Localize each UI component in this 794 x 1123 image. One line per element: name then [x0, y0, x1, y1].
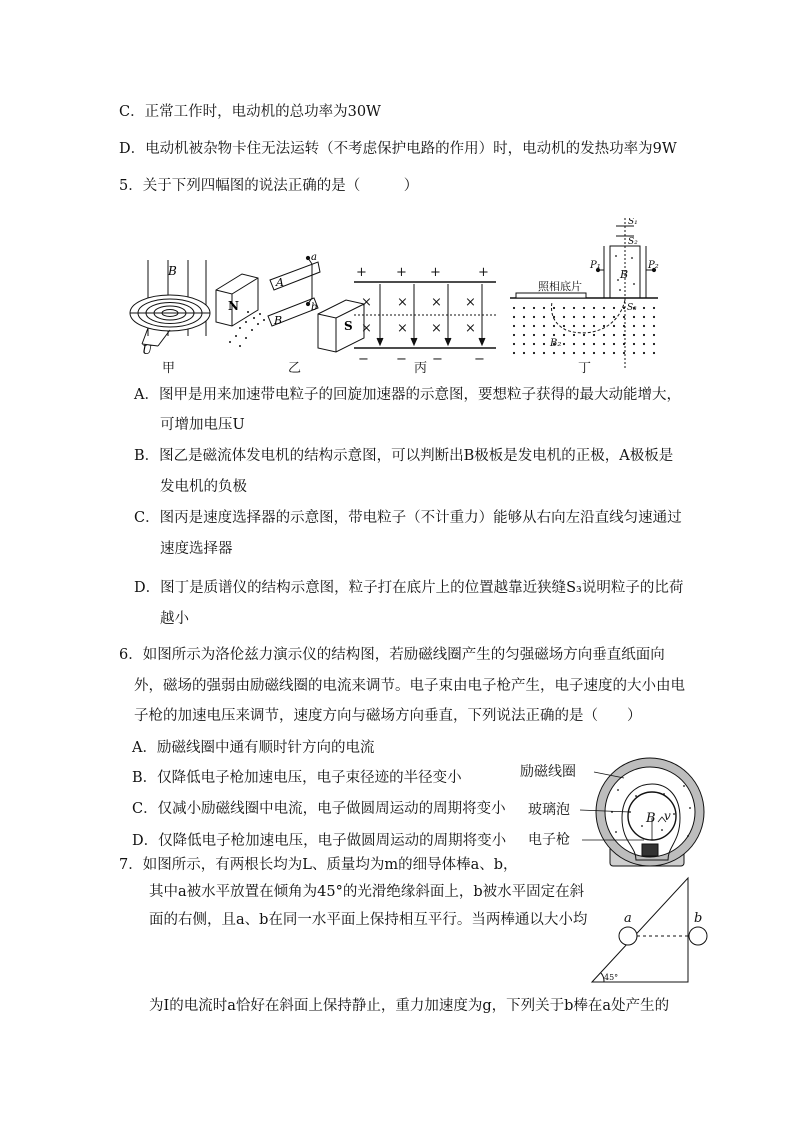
field-dot: [603, 316, 605, 318]
field-dot: [643, 343, 645, 345]
q5-option-a-line1: A．图甲是用来加速带电粒子的回旋加速器的示意图，要想粒子获得的最大动能增大，: [134, 387, 681, 403]
field-dot: [653, 307, 655, 309]
field-dot: [623, 325, 625, 327]
field-dot: [623, 352, 625, 354]
svg-text:×: ×: [397, 295, 408, 310]
field-dot: [563, 316, 565, 318]
svg-text:+: +: [356, 265, 367, 280]
field-dot: [593, 334, 595, 336]
q6-option-c: C．仅减小励磁线圈中电流，电子做圆周运动的周期将变小: [132, 801, 506, 817]
field-dot: [573, 325, 575, 327]
field-dot: [583, 334, 585, 336]
svg-text:−: −: [432, 352, 443, 367]
caption-yi: 乙: [288, 361, 302, 376]
yi-n-label: N: [228, 299, 239, 313]
field-dot: [533, 325, 535, 327]
field-dot: [513, 325, 515, 327]
ding-p2-label: P₂: [648, 260, 659, 271]
field-dot: [593, 325, 595, 327]
gun-label: 电子枪: [528, 832, 570, 848]
field-dot: [563, 325, 565, 327]
field-dot: [633, 343, 635, 345]
svg-text:+: +: [478, 265, 489, 280]
question-7-line1: 7．如图所示，有两根长均为L、质量均为m的细导体棒a、b，: [119, 857, 518, 873]
ding-b-label: B: [620, 268, 629, 281]
velocity-selector-symbols: [356, 265, 489, 367]
jia-b-label: B: [168, 264, 177, 278]
svg-text:−: −: [474, 352, 485, 367]
option-d-q4: D．电动机被杂物卡住无法运转（不考虑保护电路的作用）时，电动机的发热功率为9W: [119, 141, 677, 157]
ding-p1-label: P₁: [590, 260, 601, 271]
svg-text:×: ×: [397, 321, 408, 336]
ding-film-label: 照相底片: [538, 280, 582, 293]
q6-option-d: D．仅降低电子枪加速电压，电子做圆周运动的周期将变小: [132, 833, 507, 849]
field-dot: [633, 334, 635, 336]
field-dot: [583, 352, 585, 354]
field-dot: [623, 307, 625, 309]
svg-text:×: ×: [431, 295, 442, 310]
field-dot: [623, 334, 625, 336]
q5-option-a-line2: 可增加电压U: [160, 417, 245, 433]
q5-option-d-line2: 越小: [160, 611, 189, 627]
field-dot: [603, 343, 605, 345]
field-dot: [613, 352, 615, 354]
field-dot: [513, 352, 515, 354]
svg-text:−: −: [358, 352, 369, 367]
field-dot: [633, 352, 635, 354]
field-dot: [633, 316, 635, 318]
q5-option-c-line1: C．图丙是速度选择器的示意图，带电粒子（不计重力）能够从右向左沿直线匀速通过: [134, 510, 682, 526]
coil-label: 励磁线圈: [520, 764, 576, 780]
field-dot: [523, 316, 525, 318]
svg-text:−: −: [396, 352, 407, 367]
field-dot: [523, 352, 525, 354]
field-dot: [623, 316, 625, 318]
field-dot: [523, 307, 525, 309]
field-dot: [603, 352, 605, 354]
field-dot: [613, 316, 615, 318]
field-dot: [643, 325, 645, 327]
field-dot: [653, 325, 655, 327]
field-dot: [583, 316, 585, 318]
field-dot: [563, 307, 565, 309]
field-dot: [653, 352, 655, 354]
field-dot: [543, 316, 545, 318]
field-dot: [533, 307, 535, 309]
question-7-line3: 面的右侧，且a、b在同一水平面上保持相互平行。当两棒通以大小均: [149, 912, 588, 928]
question-7-line2: 其中a被水平放置在倾角为45°的光滑绝缘斜面上，b被水平固定在斜: [149, 884, 585, 900]
field-dot: [593, 307, 595, 309]
field-dot: [533, 352, 535, 354]
q5-option-d-line1: D．图丁是质谱仪的结构示意图，粒子打在底片上的位置越靠近狭缝S₃说明粒子的比荷: [134, 580, 684, 596]
rod-b-label: b: [694, 911, 703, 926]
q6-option-b: B．仅降低电子枪加速电压，电子束径迹的半径变小: [132, 770, 462, 786]
question-6-figure: [512, 756, 724, 868]
svg-text:×: ×: [361, 321, 372, 336]
svg-text:×: ×: [361, 295, 372, 310]
q5-option-b-line2: 发电机的负极: [160, 479, 247, 495]
field-dot: [513, 316, 515, 318]
field-dot: [523, 334, 525, 336]
field-dot: [593, 316, 595, 318]
question-6-line2: 外，磁场的强弱由励磁线圈的电流来调节。电子束由电子枪产生，电子速度的大小由电: [134, 678, 685, 694]
field-dot: [643, 334, 645, 336]
field-dot: [553, 325, 555, 327]
field-dot: [543, 334, 545, 336]
ding-b2-label: B₂: [550, 338, 562, 349]
question-7-line4: 为I的电流时a恰好在斜面上保持静止，重力加速度为g，下列关于b棒在a处产生的: [149, 998, 670, 1014]
field-dot: [553, 316, 555, 318]
jia-u-label: U: [142, 343, 153, 357]
field-dot: [653, 343, 655, 345]
ding-s2-label: S₂: [628, 237, 638, 247]
yi-terminal-a: a: [311, 252, 317, 263]
field-dot: [633, 325, 635, 327]
field-dot: [523, 325, 525, 327]
field-dot: [543, 325, 545, 327]
field-dot: [603, 307, 605, 309]
svg-text:×: ×: [431, 321, 442, 336]
question-6-line1: 6．如图所示为洛伦兹力演示仪的结构图，若励磁线圈产生的匀强磁场方向垂直纸面向: [119, 647, 665, 663]
field-dot: [643, 352, 645, 354]
field-dot: [573, 316, 575, 318]
ding-s3-label: S₃: [627, 303, 637, 313]
ding-field-grid: [513, 307, 655, 354]
field-dot: [603, 334, 605, 336]
svg-text:+: +: [396, 265, 407, 280]
field-dot: [613, 307, 615, 309]
field-dot: [563, 352, 565, 354]
field-dot: [513, 307, 515, 309]
field-dot: [623, 343, 625, 345]
q5-option-b-line1: B．图乙是磁流体发电机的结构示意图，可以判断出B极板是发电机的正极，A极板是: [134, 448, 674, 464]
field-dot: [553, 352, 555, 354]
demonstrator-apparatus: [580, 758, 704, 866]
field-dot: [533, 343, 535, 345]
question-6-line3: 子枪的加速电压来调节，速度方向与磁场方向垂直，下列说法正确的是（ ）: [134, 708, 642, 724]
velocity-selector-diagram: [354, 282, 496, 348]
field-dot: [583, 325, 585, 327]
field-dot: [533, 334, 535, 336]
caption-jia: 甲: [162, 361, 176, 376]
yi-terminal-b: b: [311, 302, 318, 313]
field-dot: [573, 334, 575, 336]
field-dot: [603, 325, 605, 327]
field-dot: [553, 307, 555, 309]
question-5-figure: [118, 218, 678, 378]
svg-text:×: ×: [465, 295, 476, 310]
yi-a-label: A: [276, 276, 284, 289]
field-dot: [513, 343, 515, 345]
angle-label: 45°: [604, 973, 619, 982]
field-dot: [553, 334, 555, 336]
q5-option-c-line2: 速度选择器: [160, 541, 233, 557]
bulb-b-label: B: [646, 811, 656, 826]
caption-bing: 丙: [414, 361, 428, 376]
option-c-q4: C．正常工作时，电动机的总功率为30W: [119, 104, 381, 120]
field-dot: [573, 307, 575, 309]
field-dot: [653, 334, 655, 336]
svg-text:×: ×: [465, 321, 476, 336]
field-dot: [573, 352, 575, 354]
yi-b-label: B: [274, 314, 283, 327]
field-dot: [523, 343, 525, 345]
field-dot: [583, 307, 585, 309]
field-dot: [543, 343, 545, 345]
field-dot: [583, 343, 585, 345]
field-dot: [513, 334, 515, 336]
field-dot: [543, 307, 545, 309]
rod-a-label: a: [624, 911, 632, 926]
yi-s-label: S: [344, 319, 353, 333]
field-dot: [533, 316, 535, 318]
field-dot: [563, 343, 565, 345]
ding-s1-label: S₁: [628, 218, 638, 227]
incline-diagram: [592, 878, 707, 982]
field-dot: [563, 334, 565, 336]
field-dot: [643, 316, 645, 318]
svg-text:+: +: [430, 265, 441, 280]
caption-ding: 丁: [578, 361, 592, 376]
field-dot: [613, 343, 615, 345]
field-dot: [593, 352, 595, 354]
field-dot: [643, 307, 645, 309]
q6-option-a: A．励磁线圈中通有顺时针方向的电流: [132, 740, 375, 756]
bulb-label: 玻璃泡: [528, 802, 570, 818]
field-dot: [593, 343, 595, 345]
field-dot: [573, 343, 575, 345]
field-dot: [613, 334, 615, 336]
question-7-figure: [584, 874, 716, 986]
field-dot: [613, 325, 615, 327]
bulb-v-label: v: [664, 809, 671, 823]
question-5-stem: 5．关于下列四幅图的说法正确的是（ ）: [119, 178, 419, 194]
field-dot: [653, 316, 655, 318]
field-dot: [543, 352, 545, 354]
